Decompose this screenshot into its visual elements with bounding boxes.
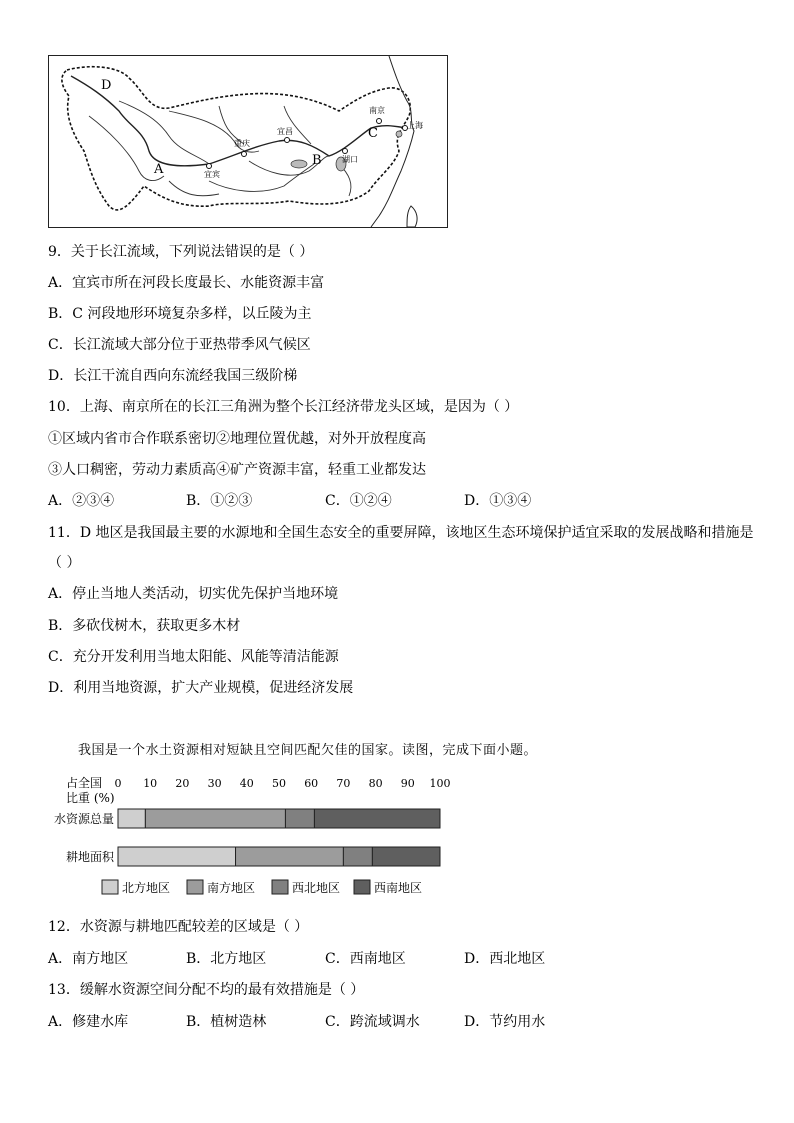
chart-category-labels: [54, 811, 115, 864]
taiwan-island: [407, 206, 417, 227]
chart-bar-segment: [118, 847, 236, 866]
q12-option-b: B．北方地区: [186, 951, 267, 967]
chart-bar-segment: [285, 809, 314, 828]
city-dot-hukou: [343, 149, 348, 154]
chart-legend-swatch: [102, 880, 118, 894]
tributary-2: [119, 101, 209, 164]
q11-stem: 11．D 地区是我国最主要的水源地和全国生态安全的重要屏障，该地区生态环境保护适宜采取的发展战略和措施是: [48, 525, 754, 541]
map-label-yibin: 宜宾: [204, 170, 220, 179]
chart-bar-segment: [372, 847, 440, 866]
q9-option-a: A．宜宾市所在河段长度最长、水能资源丰富: [48, 275, 325, 291]
q13-option-c: C．跨流域调水: [325, 1014, 420, 1030]
chart-bar-segment: [343, 847, 372, 866]
chart-tick-label: 80: [368, 777, 383, 790]
chart-legend: [102, 880, 422, 895]
map-label-nanjing: 南京: [369, 106, 385, 115]
chart-tick-label: 0: [114, 777, 122, 790]
chart-axis-title-line-2: 比重 (%): [66, 791, 115, 805]
q13-stem: 13．缓解水资源空间分配不均的最有效措施是（ ）: [48, 982, 365, 998]
chart-bar-segment: [118, 809, 145, 828]
chart-legend-label: 北方地区: [122, 881, 171, 895]
chart-category-label: 耕地面积: [65, 850, 114, 864]
map-label-yichang: 宜昌: [277, 127, 293, 136]
q13-option-d: D．节约用水: [464, 1014, 546, 1030]
q9-stem: 9．关于长江流域，下列说法错误的是（ ）: [48, 244, 314, 260]
yangtze-basin-map: [48, 55, 448, 228]
chart-legend-label: 南方地区: [207, 881, 256, 895]
chart-tick-label: 60: [304, 777, 319, 790]
map-label-d: D: [101, 78, 112, 93]
tributary-1: [89, 116, 164, 181]
chart-legend-swatch: [272, 880, 288, 894]
chart-tick-label: 30: [207, 777, 222, 790]
q11-option-b: B．多砍伐树木，获取更多木材: [48, 618, 241, 634]
city-dot-nanjing: [377, 119, 382, 124]
main-river: [71, 76, 406, 166]
city-dot-yichang: [285, 138, 290, 143]
q9-option-c: C．长江流域大部分位于亚热带季风气候区: [48, 337, 311, 353]
map-label-shanghai: 上海: [407, 121, 423, 130]
chart-tick-label: 40: [239, 777, 254, 790]
q12-stem: 12．水资源与耕地匹配较差的区域是（ ）: [48, 919, 309, 935]
tributary-9: [169, 181, 219, 196]
q12-option-a: A．南方地区: [48, 951, 129, 967]
q13-option-b: B．植树造林: [186, 1014, 267, 1030]
q10-option-c: C．①②④: [325, 493, 392, 509]
q11-option-a: A．停止当地人类活动，切实优先保护当地环境: [48, 586, 339, 602]
map-label-chongqing: 重庆: [234, 139, 250, 148]
chart-tick-label: 100: [429, 777, 451, 790]
q10-statement-line-2: ③人口稠密，劳动力素质高④矿产资源丰富，轻重工业都发达: [48, 462, 426, 478]
map-label-b: B: [312, 153, 322, 168]
chart-axis-title-line-1: 占全国: [66, 776, 103, 790]
q11-option-c: C．充分开发利用当地太阳能、风能等清洁能源: [48, 649, 339, 665]
q10-option-a: A．②③④: [48, 493, 115, 509]
coastline: [371, 56, 414, 227]
chart-bar-segment: [314, 809, 440, 828]
map-drawing: [49, 56, 447, 227]
chart-category-label: 水资源总量: [53, 812, 114, 826]
map-label-c: C: [368, 126, 378, 141]
chart-legend-label: 西南地区: [374, 881, 423, 895]
city-dot-chongqing: [242, 152, 247, 157]
q12-option-d: D．西北地区: [464, 951, 546, 967]
chart-tick-label: 70: [336, 777, 351, 790]
chart-legend-swatch: [187, 880, 203, 894]
map-label-hukou: 湖口: [342, 155, 358, 164]
chart-tick-label: 90: [400, 777, 415, 790]
chart-tick-label: 20: [175, 777, 190, 790]
chart-bar-segment: [145, 809, 285, 828]
q11-option-d: D．利用当地资源，扩大产业规模，促进经济发展: [48, 680, 354, 696]
city-dot-yibin: [207, 164, 212, 169]
lake-dongting: [291, 160, 307, 168]
q9-option-d: D．长江干流自西向东流经我国三级阶梯: [48, 368, 298, 384]
q10-option-b: B．①②③: [186, 493, 253, 509]
q9-option-b: B．C 河段地形环境复杂多样，以丘陵为主: [48, 306, 312, 322]
chart-intro-text: 我国是一个水土资源相对短缺且空间匹配欠佳的国家。读图，完成下面小题。: [78, 743, 538, 758]
water-farmland-chart: [40, 770, 460, 905]
map-label-a: A: [154, 162, 164, 177]
q10-stem: 10．上海、南京所在的长江三角洲为整个长江经济带龙头区域，是因为（ ）: [48, 399, 519, 415]
chart-legend-swatch: [354, 880, 370, 894]
chart-tick-label: 10: [143, 777, 158, 790]
q11-stem-continuation: （ ）: [48, 555, 81, 571]
chart-tick-label: 50: [272, 777, 286, 790]
lake-tai: [396, 131, 402, 137]
chart-tick-labels: [115, 777, 451, 790]
q12-option-c: C．西南地区: [325, 951, 406, 967]
chart-bars: [118, 809, 440, 866]
chart-bar-segment: [236, 847, 344, 866]
q10-statement-line-1: ①区域内省市合作联系密切②地理位置优越，对外开放程度高: [48, 431, 426, 447]
chart-legend-label: 西北地区: [292, 881, 341, 895]
q10-option-d: D．①③④: [464, 493, 532, 509]
q13-option-a: A．修建水库: [48, 1014, 129, 1030]
